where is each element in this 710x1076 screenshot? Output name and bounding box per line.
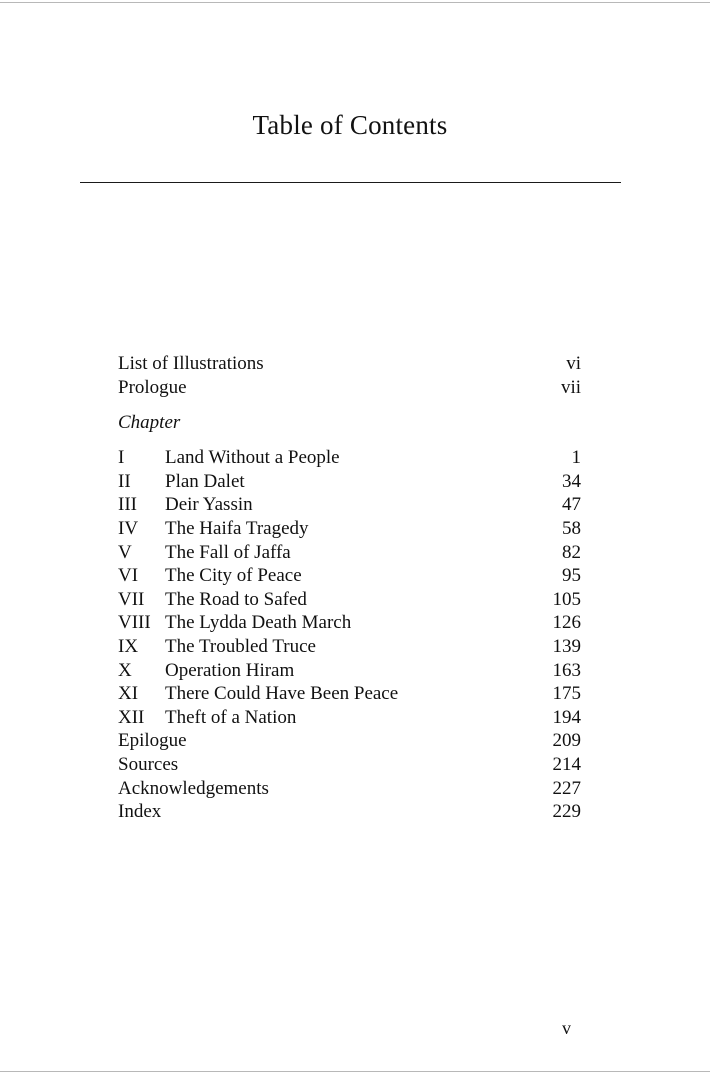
chapter-number: VII xyxy=(118,588,145,610)
toc-entry-page: 209 xyxy=(552,730,581,752)
title-rule xyxy=(80,182,621,183)
page-title: Table of Contents xyxy=(252,110,448,140)
toc-chapter-2 xyxy=(118,493,581,517)
toc-entry-page: vii xyxy=(560,376,581,398)
chapter-title: Plan Dalet xyxy=(165,470,245,492)
toc-chapter-10 xyxy=(118,682,581,706)
chapter-title: The City of Peace xyxy=(165,565,302,587)
chapter-page: 58 xyxy=(562,517,581,539)
chapter-page: 47 xyxy=(562,494,581,516)
chapter-title: The Fall of Jaffa xyxy=(165,541,291,563)
chapter-number: X xyxy=(118,659,132,681)
chapter-title: The Road to Safed xyxy=(165,588,307,610)
toc-chapter-7 xyxy=(118,611,581,635)
chapter-number: VI xyxy=(118,565,139,587)
toc-entry-front-0 xyxy=(118,352,581,376)
toc-entry-back-3 xyxy=(118,800,581,824)
toc-entry-label: Index xyxy=(118,801,162,823)
table-of-contents xyxy=(118,352,581,824)
chapter-title: The Lydda Death March xyxy=(165,612,352,634)
toc-chapter-0 xyxy=(118,446,581,470)
toc-chapter-6 xyxy=(118,588,581,612)
chapter-title: Land Without a People xyxy=(165,447,340,469)
toc-entry-front-1 xyxy=(118,376,581,400)
toc-entry-page: vi xyxy=(566,353,581,374)
toc-entry-page: 229 xyxy=(552,801,581,823)
chapter-page: 175 xyxy=(552,683,581,705)
toc-entry-label: Acknowledgements xyxy=(118,777,269,799)
page-bottom-edge xyxy=(0,1071,710,1072)
chapter-number: VIII xyxy=(118,612,151,634)
chapter-number: II xyxy=(118,470,131,492)
chapter-page: 126 xyxy=(552,612,581,634)
toc-entry-page: 214 xyxy=(552,753,581,775)
toc-entry-back-2 xyxy=(118,777,581,801)
chapter-heading: Chapter xyxy=(118,412,181,434)
chapter-title: Theft of a Nation xyxy=(165,706,297,728)
toc-entry-label: Sources xyxy=(118,753,179,775)
toc-entry-back-0 xyxy=(118,729,581,753)
chapter-title: Operation Hiram xyxy=(165,659,295,681)
chapter-title: The Haifa Tragedy xyxy=(165,517,309,539)
toc-chapter-11 xyxy=(118,706,581,730)
toc-entry-page: 227 xyxy=(552,777,581,799)
chapter-page: 105 xyxy=(552,588,581,610)
toc-entry-label: Epilogue xyxy=(118,730,187,752)
chapter-page: 82 xyxy=(562,541,581,563)
chapter-page: 34 xyxy=(562,470,581,492)
chapter-page: 194 xyxy=(552,706,581,728)
chapter-number: IX xyxy=(118,635,139,657)
toc-entry-back-1 xyxy=(118,753,581,777)
chapter-number: I xyxy=(118,447,125,469)
chapter-page: 139 xyxy=(552,635,581,657)
chapter-page: 95 xyxy=(562,565,581,587)
chapter-number: III xyxy=(118,494,137,516)
page-top-edge xyxy=(0,2,710,3)
toc-chapter-9 xyxy=(118,659,581,683)
chapter-number: IV xyxy=(118,517,139,539)
chapter-page: 163 xyxy=(552,659,581,681)
chapter-title: The Troubled Truce xyxy=(165,635,316,657)
toc-chapter-3 xyxy=(118,517,581,541)
chapter-number: XI xyxy=(118,683,139,705)
chapter-page: 1 xyxy=(571,447,581,469)
chapter-title: Deir Yassin xyxy=(165,494,253,516)
chapter-number: XII xyxy=(118,706,145,728)
toc-entry-label: List of Illustrations xyxy=(118,353,264,374)
toc-chapter-5 xyxy=(118,564,581,588)
toc-chapter-8 xyxy=(118,635,581,659)
chapter-number: V xyxy=(118,541,132,563)
toc-entry-label: Prologue xyxy=(118,376,187,398)
chapter-title: There Could Have Been Peace xyxy=(165,683,399,705)
page-number: v xyxy=(562,1018,571,1038)
toc-chapter-4 xyxy=(118,541,581,565)
toc-chapter-1 xyxy=(118,470,581,494)
